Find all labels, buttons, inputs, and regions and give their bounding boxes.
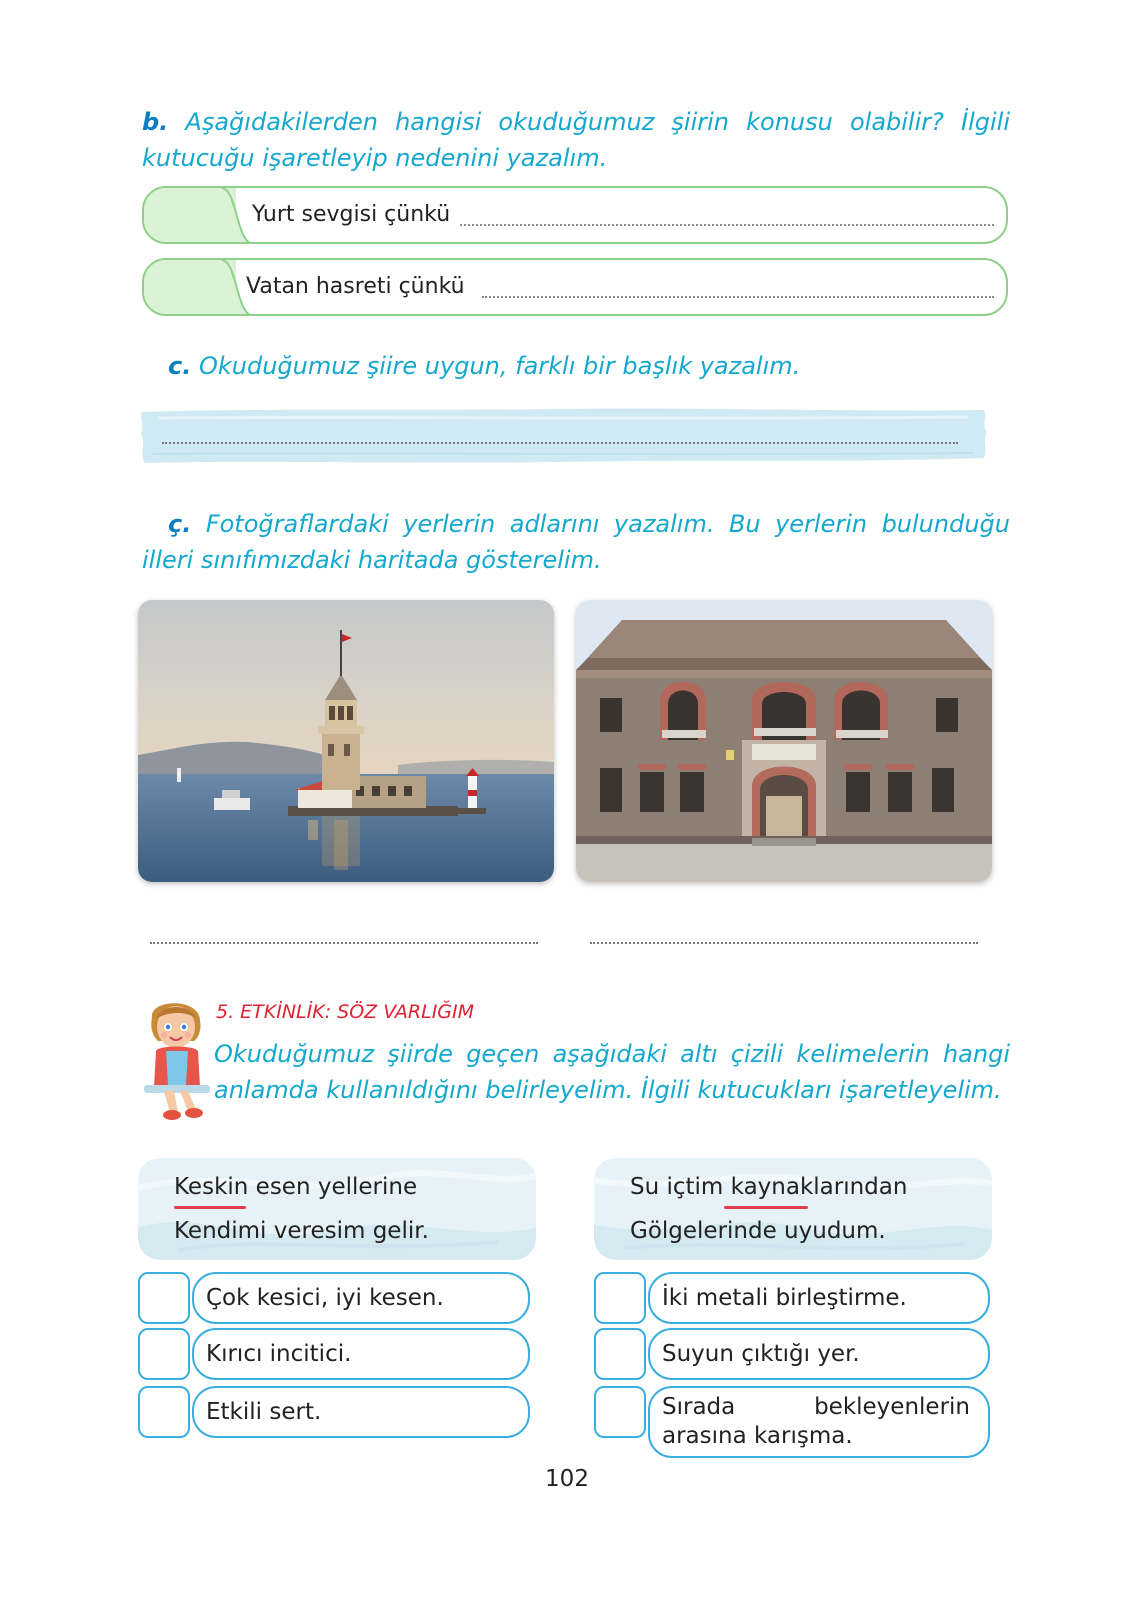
option-checkbox[interactable] — [594, 1328, 646, 1380]
question-c-text: Okuduğumuz şiire uygun, farklı bir başlık yazalım. — [198, 352, 801, 380]
question-cc — [142, 506, 1010, 578]
question-cc-text: Fotoğraflardaki yerlerin adlarını yazalım. Bu yerlerin bulunduğu illeri sınıfımızdaki haritada gösterelim. — [142, 510, 1010, 574]
option-label: Suyun çıktığı yer. — [662, 1340, 860, 1367]
question-b — [142, 104, 1010, 176]
option-checkbox[interactable] — [594, 1272, 646, 1324]
option-label: Kırıcı incitici. — [206, 1340, 352, 1367]
answer-option-yurt-sevgisi[interactable] — [142, 186, 1008, 244]
underline-kaynak — [724, 1206, 808, 1209]
option-checkbox[interactable] — [594, 1386, 646, 1438]
option-checkbox[interactable] — [138, 1328, 190, 1380]
answer-write-line[interactable] — [460, 224, 994, 226]
option-kirici[interactable] — [192, 1328, 530, 1380]
option-cok-kesici[interactable] — [192, 1272, 530, 1324]
checkbox-curve-divider — [204, 188, 254, 244]
verse-line: Kendimi veresim gelir. — [174, 1218, 429, 1244]
question-c-letter: c. — [168, 352, 192, 380]
title-write-line[interactable] — [162, 442, 958, 444]
option-etkili-sert[interactable] — [192, 1386, 530, 1438]
verse-line: Gölgelerinde uyudum. — [630, 1218, 886, 1244]
verse-box-right — [594, 1158, 992, 1260]
underline-keskin — [174, 1206, 246, 1209]
verse-line: Keskin esen yellerine — [174, 1174, 418, 1200]
activity-instruction: Okuduğumuz şiirde geçen aşağıdaki altı çizili kelimelerin hangi anlamda kullanıldığını belirleyelim. İlgili kutucukları işaretleyelim. — [214, 1040, 1010, 1104]
option-suyun-ciktigi-yer[interactable] — [648, 1328, 990, 1380]
activity-title: 5. ETKİNLİK: SÖZ VARLIĞIM — [216, 1001, 475, 1023]
option-checkbox[interactable] — [138, 1386, 190, 1438]
option-label: İki metali birleştirme. — [662, 1284, 907, 1311]
photo-1-name-write-line[interactable] — [150, 942, 538, 944]
option-siraya-karisma[interactable] — [648, 1386, 990, 1458]
option-label: Etkili sert. — [206, 1398, 322, 1425]
option-label: Sırada bekleyenlerin arasına karışma. — [662, 1394, 970, 1449]
answer-label: Yurt sevgisi çünkü — [252, 202, 451, 227]
option-metal-birlestirme[interactable] — [648, 1272, 990, 1324]
question-c — [142, 348, 1010, 384]
photo-maidens-tower — [138, 600, 554, 882]
photo-2-name-write-line[interactable] — [590, 942, 978, 944]
answer-write-line[interactable] — [482, 296, 994, 298]
photo-assembly-building — [576, 600, 992, 882]
verse-box-left — [138, 1158, 536, 1260]
verse-line: Su içtim kaynaklarından — [630, 1174, 908, 1200]
option-checkbox[interactable] — [138, 1272, 190, 1324]
option-label: Çok kesici, iyi kesen. — [206, 1284, 444, 1311]
page-number: 102 — [545, 1466, 589, 1492]
question-cc-letter: ç. — [168, 510, 192, 538]
answer-option-vatan-hasreti[interactable] — [142, 258, 1008, 316]
title-answer-banner — [138, 406, 990, 466]
child-mascot-illustration — [142, 995, 212, 1123]
answer-label: Vatan hasreti çünkü — [246, 274, 465, 299]
question-b-text: Aşağıdakilerden hangisi okuduğumuz şiirin konusu olabilir? İlgili kutucuğu işaretleyip nedenini yazalım. — [142, 108, 1010, 172]
question-b-letter: b. — [142, 108, 169, 136]
